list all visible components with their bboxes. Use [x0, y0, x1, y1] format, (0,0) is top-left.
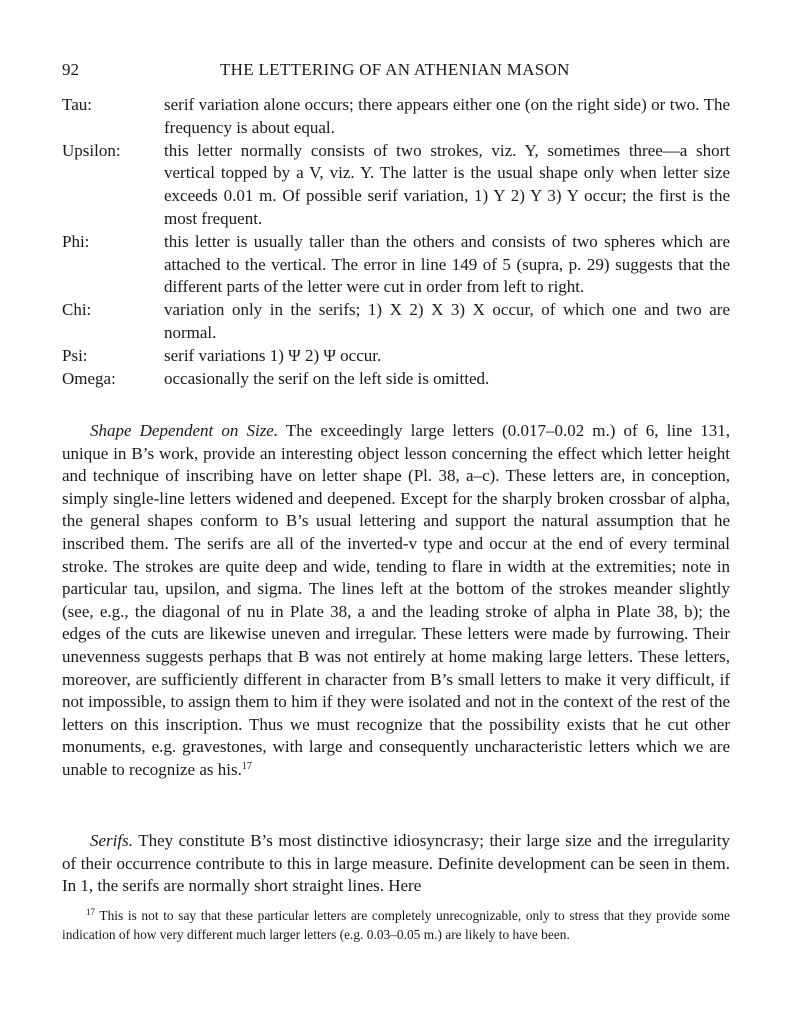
footnote-text: This is not to say that these particular letters are completely unrecognizable, only to stress that they provide some indication of how very different much larger letters (e.g. 0.03–0.05 m.) are likely to have been.	[62, 908, 730, 942]
entry-term: Chi:	[62, 300, 92, 320]
entry-tau	[62, 94, 730, 140]
entry-text: variation only in the serifs; 1) X 2) X 3) X occur, of which one and two are normal.	[164, 300, 730, 342]
entry-chi	[62, 299, 730, 345]
running-title: THE LETTERING OF AN ATHENIAN MASON	[220, 60, 570, 79]
running-head	[62, 58, 730, 82]
footnote	[62, 906, 730, 944]
entry-text: serif variation alone occurs; there appears either one (on the right side) or two. The frequency is about equal.	[164, 95, 730, 137]
page-number: 92	[62, 60, 79, 79]
paragraph-shape-size	[62, 420, 730, 782]
entry-text: serif variations 1) Ψ 2) Ψ occur.	[164, 345, 382, 365]
entry-psi	[62, 345, 730, 368]
paragraph-serifs	[62, 830, 730, 898]
entry-upsilon	[62, 140, 730, 231]
footnote-number: 17	[86, 907, 95, 917]
entry-term: Psi:	[62, 345, 88, 365]
entry-term: Omega:	[62, 368, 116, 388]
entry-phi	[62, 231, 730, 299]
entry-text: occasionally the serif on the left side is omitted.	[164, 368, 490, 388]
entry-term: Tau:	[62, 95, 92, 114]
letter-entries	[62, 94, 730, 390]
paragraph-text: They constitute B’s most distinctive idiosyncrasy; their large size and the irregularity of their occurrence contribute to this in large measure. Definite development can be seen in them. In 1, the serifs are normally short straight lines. Here	[62, 831, 730, 896]
entry-text: this letter normally consists of two strokes, viz. Y, sometimes three—a short vertical topped by a V, viz. Y. The latter is the usual shape only when letter size exceeds 0.01 m. Of possible serif variation, 1) Y 2) Y 3) Y occur; the first is the most frequent.	[164, 140, 730, 228]
footnote-reference[interactable]: 17	[241, 760, 252, 772]
paragraph-heading: Shape Dependent on Size.	[90, 421, 279, 440]
entry-text: this letter is usually taller than the others and consists of two spheres which are attached to the vertical. The error in line 149 of 5 (supra, p. 29) suggests that the different parts of the letter were cut in order from left to right.	[164, 231, 730, 297]
paragraph-heading: Serifs.	[90, 831, 133, 850]
entry-term: Phi:	[62, 231, 90, 251]
paragraph-text: The exceedingly large letters (0.017–0.02 m.) of 6, line 131, unique in B’s work, provide an interesting object lesson concerning the effect which letter height and technique of inscribing have on letter shape (Pl. 38, a–c). These letters are, in conception, simply single-line letters widened and deepened. Except for the sharply broken crossbar of alpha, the general shapes conform to B’s usual lettering and support the natural assumption that he inscribed them. The serifs are all of the inverted-v type and occur at the end of every terminal stroke. The strokes are quite deep and wide, tending to flare in width at the extremities; note in particular tau, upsilon, and sigma. The lines left at the bottom of the strokes meander slightly (see, e.g., the diagonal of nu in Plate 38, a and the leading stroke of alpha in Plate 38, b); the edges of the cuts are likewise uneven and irregular. These letters were made by furrowing. Their unevenness suggests perhaps that B was not entirely at home making large letters. These letters, moreover, are sufficiently different in character from B’s small letters to make it very difficult, if not impossible, to assign them to him if they were isolated and not in the context of the rest of the letters on this inscription. Thus we must recognize that the possibility exists that he cut other monuments, e.g. gravestones, with large and consequently uncharacteristic letters which we are unable to recognize as his.	[62, 421, 730, 779]
entry-term: Upsilon:	[62, 140, 121, 160]
entry-omega	[62, 368, 730, 391]
